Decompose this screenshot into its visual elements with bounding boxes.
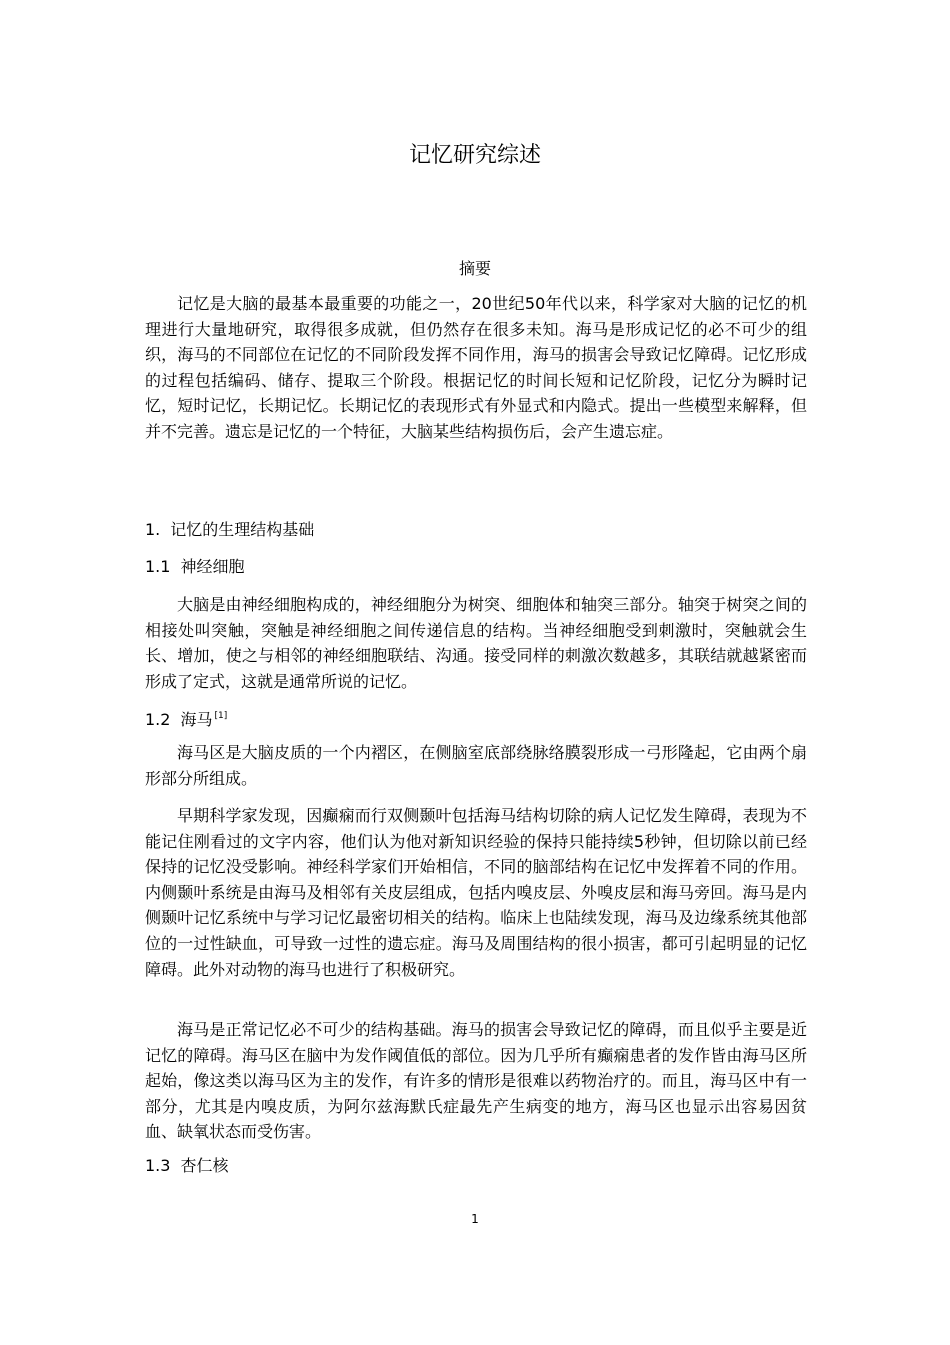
paragraph-hippocampus-3: 海马是正常记忆必不可少的结构基础。海马的损害会导致记忆的障碍，而且似乎主要是近记忆的障碍。海马区在脑中为发作阈值低的部位。因为几乎所有癫痫患者的发作皆由海马区所起始，像这类以海马区为主的发作，有许多的情形是很难以药物治疗的。而且，海马区中有一部分，尤其是内嗅皮质，为阿尔兹海默氏症最先产生病变的地方，海马区也显示出容易因贫血、缺氧状态而受伤害。 bbox=[145, 1020, 807, 1142]
paragraph-hippocampus-1: 海马区是大脑皮质的一个内褶区，在侧脑室底部绕脉络膜裂形成一弓形隆起，它由两个扇形部分所组成。 bbox=[145, 743, 807, 788]
section-heading-1 bbox=[145, 519, 314, 541]
section-title: 记忆的生理结构基础 bbox=[170, 520, 315, 539]
section-number: 1. bbox=[145, 520, 161, 539]
citation-marker: [1] bbox=[214, 711, 228, 721]
paragraph-neuron: 大脑是由神经细胞构成的，神经细胞分为树突、细胞体和轴突三部分。轴突于树突之间的相接处叫突触，突触是神经细胞之间传递信息的结构。当神经细胞受到刺激时，突触就会生长、增加，使之与相邻的神经细胞联结、沟通。接受同样的刺激次数越多，其联结就越紧密而形成了定式，这就是通常所说的记忆。 bbox=[145, 595, 807, 691]
document-title: 记忆研究综述 bbox=[408, 143, 541, 168]
abstract-text: 记忆是大脑的最基本最重要的功能之一，20世纪50年代以来，科学家对大脑的记忆的机理进行大量地研究，取得很多成就，但仍然存在很多未知。海马是形成记忆的必不可少的组织，海马的不同部位在记忆的不同阶段发挥不同作用，海马的损害会导致记忆障碍。记忆形成的过程包括编码、储存、提取三个阶段。根据记忆的时间长短和记忆阶段，记忆分为瞬时记忆，短时记忆，长期记忆。长期记忆的表现形式有外显式和内隐式。提出一些模型来解释，但并不完善。遗忘是记忆的一个特征，大脑某些结构损伤后，会产生遗忘症。 bbox=[145, 294, 807, 441]
section-number: 1.3 bbox=[145, 1156, 171, 1175]
section-title: 海马 bbox=[180, 710, 213, 729]
paragraph-hippocampus-2: 早期科学家发现，因癫痫而行双侧颞叶包括海马结构切除的病人记忆发生障碍，表现为不能记住刚看过的文字内容，他们认为他对新知识经验的保持只能持续5秒钟，但切除以前已经保持的记忆没受影响。神经科学家们开始相信，不同的脑部结构在记忆中发挥着不同的作用。内侧颞叶系统是由海马及相邻有关皮层组成，包括内嗅皮层、外嗅皮层和海马旁回。海马是内侧颞叶记忆系统中与学习记忆最密切相关的结构。临床上也陆续发现，海马及边缘系统其他部位的一过性缺血，可导致一过性的遗忘症。海马及周围结构的很小损害，都可引起明显的记忆障碍。此外对动物的海马也进行了积极研究。 bbox=[145, 806, 807, 979]
section-title: 杏仁核 bbox=[180, 1156, 229, 1175]
section-number: 1.2 bbox=[145, 710, 171, 729]
section-heading-1-2 bbox=[145, 705, 227, 731]
section-heading-1-1 bbox=[145, 556, 244, 578]
section-number: 1.1 bbox=[145, 557, 171, 576]
section-title: 神经细胞 bbox=[180, 557, 245, 576]
section-heading-1-3 bbox=[145, 1155, 228, 1177]
page-number: 1 bbox=[471, 1212, 479, 1226]
abstract-heading: 摘要 bbox=[458, 259, 491, 278]
